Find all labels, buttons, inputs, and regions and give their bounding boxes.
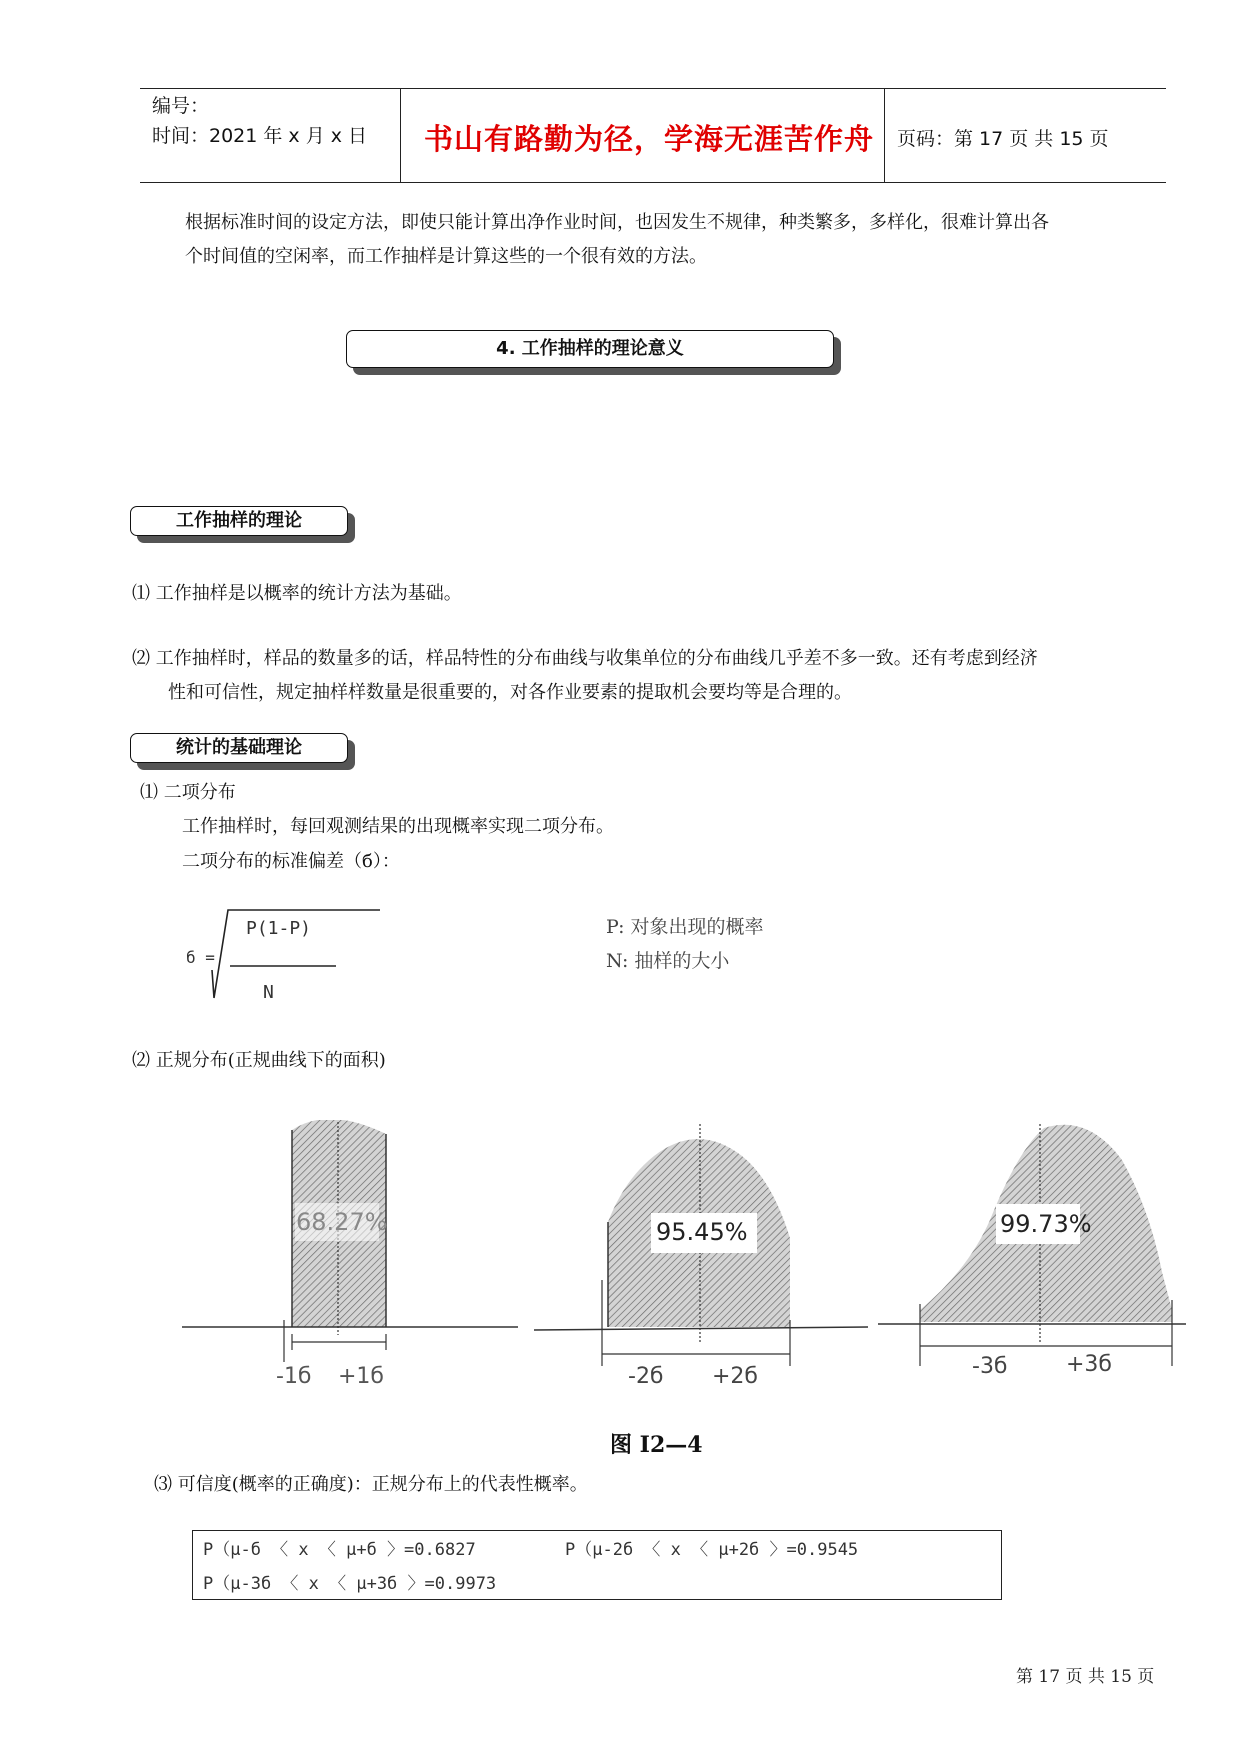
- intro-paragraph: [185, 206, 1185, 274]
- header-page-number: 页码：第 17 页 共 15 页: [897, 128, 1109, 150]
- normal-heading: ⑵ 正规分布(正规曲线下的面积): [132, 1050, 386, 1071]
- panel-3-percent: 99.73%: [1000, 1210, 1092, 1238]
- panel-1-percent: 68.27%: [296, 1208, 388, 1236]
- stats-title: 统计的基础理论: [130, 733, 348, 763]
- figure-illustration: [178, 1120, 1188, 1400]
- normal-distribution-figure: [178, 1120, 1188, 1400]
- theory-item-1: ⑴ 工作抽样是以概率的统计方法为基础。: [132, 583, 462, 604]
- panel-1-minus-label: -1б: [276, 1364, 312, 1389]
- legend-n: N: 抽样的大小: [606, 950, 730, 972]
- binomial-heading: ⑴ 二项分布: [140, 782, 236, 803]
- panel-3-plus-label: +3б: [1066, 1352, 1112, 1377]
- intro-line-1: 根据标准时间的设定方法，即使只能计算出净作业时间，也因发生不规律，种类繁多，多样化，很难计算出各: [185, 212, 1049, 233]
- theory-item-2-line-2: 性和可信性，规定抽样样数量是很重要的，对各作业要素的提取机会要均等是合理的。: [168, 682, 852, 703]
- reliability-heading: ⑶ 可信度(概率的正确度)：正规分布上的代表性概率。: [154, 1474, 588, 1495]
- formula-denominator: N: [263, 982, 274, 1003]
- probability-formulas-box: [192, 1530, 1002, 1600]
- figure-caption: 图 I2—4: [610, 1432, 703, 1458]
- panel-1-sigma: [182, 1120, 518, 1362]
- section-title-4: 4. 工作抽样的理论意义: [346, 330, 834, 368]
- header-motto: 书山有路勤为径，学海无涯苦作舟: [424, 122, 875, 156]
- header-divider-right: [884, 88, 885, 182]
- formula-lhs: б =: [186, 948, 215, 967]
- theory-title: 工作抽样的理论: [130, 506, 348, 536]
- header-time: 时间：2021 年 x 月 x 日: [152, 125, 368, 147]
- panel-2-minus-label: -2б: [628, 1364, 664, 1389]
- binomial-description: 工作抽样时，每回观测结果的出现概率实现二项分布。: [182, 816, 614, 837]
- panel-3-sigma: [878, 1124, 1186, 1366]
- probability-formula-3: P（μ-3б 〈 x 〈 μ+3б 〉=0.9973: [203, 1574, 497, 1594]
- probability-formula-1: P（μ-б 〈 x 〈 μ+б 〉=0.6827: [203, 1540, 476, 1560]
- intro-line-2: 个时间值的空闲率，而工作抽样是计算这些的一个很有效的方法。: [185, 246, 707, 267]
- panel-3-minus-label: -3б: [972, 1354, 1008, 1379]
- formula-numerator: P(1-P): [246, 918, 312, 939]
- header-divider-left: [400, 88, 401, 182]
- panel-2-plus-label: +2б: [712, 1364, 758, 1389]
- legend-p: P: 对象出现的概率: [606, 916, 764, 938]
- theory-item-2: [132, 642, 1192, 710]
- header-number: 编号：: [152, 95, 210, 117]
- binomial-sd-label: 二项分布的标准偏差（б）：: [182, 851, 400, 872]
- probability-formula-2: P（μ-2б 〈 x 〈 μ+2б 〉=0.9545: [565, 1540, 859, 1560]
- page-footer: 第 17 页 共 15 页: [1016, 1667, 1155, 1687]
- panel-2-percent: 95.45%: [656, 1218, 748, 1246]
- theory-item-2-line-1: ⑵ 工作抽样时，样品的数量多的话，样品特性的分布曲线与收集单位的分布曲线几乎差不多一致。还有考虑到经济: [132, 648, 1038, 669]
- header-bottom-rule: [140, 182, 1166, 183]
- header-top-rule: [140, 88, 1166, 89]
- panel-1-plus-label: +1б: [338, 1364, 384, 1389]
